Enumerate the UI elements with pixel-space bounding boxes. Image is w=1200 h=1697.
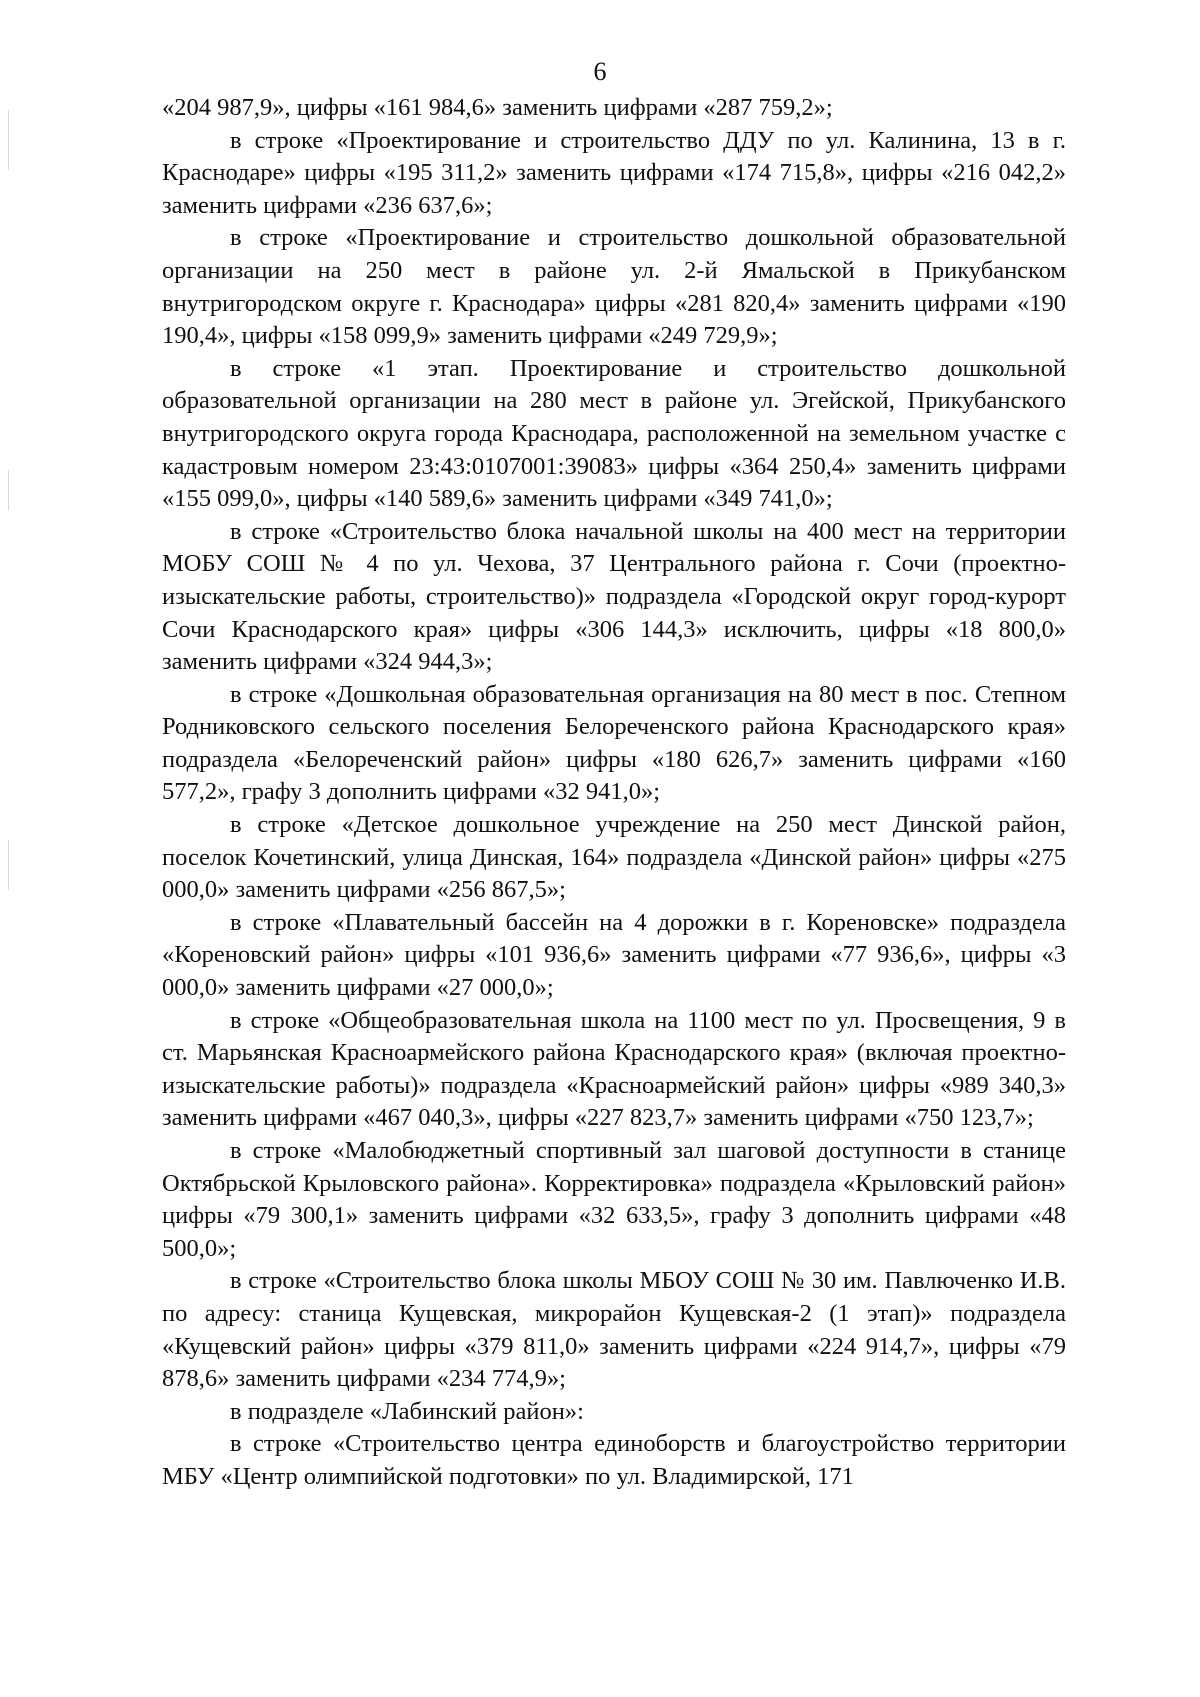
scan-edge-mark [8,470,9,510]
page-number: 6 [593,57,607,86]
paragraph: в строке «Малобюджетный спортивный зал шаговой доступности в станице Октябрьской Крыловского района». Корректировка» подраздела «Крыловский район» цифры «79 300,1» заменить цифрами «32 633,5», графу 3 дополнить цифрами «48 500,0»; [162,1137,1066,1262]
document-body [162,92,1066,1494]
paragraph: в строке «Плавательный бассейн на 4 дорожки в г. Кореновске» подраздела «Кореновский район» цифры «101 936,6» заменить цифрами «77 936,6», цифры «3 000,0» заменить цифрами «27 000,0»; [162,908,1066,1002]
paragraph: в строке «Проектирование и строительство дошкольной образовательной организации на 250 мест в районе ул. 2-й Ямальской в Прикубанском внутригородском округе г. Краснодара» цифры «281 820,4» заменить цифрами «190 190,4», цифры «158 099,9» заменить цифрами «249 729,9»; [162,224,1066,350]
paragraph: в строке «Строительство блока начальной школы на 400 мест на территории МОБУ СОШ № 4 по ул. Чехова, 37 Центрального района г. Сочи (проектно-изыскательские работы, строительство)» подраздела «Городской округ город-курорт Сочи Краснодарского края» цифры «306 144,3» исключить, цифры «18 800,0» заменить цифрами «324 944,3»; [162,517,1066,676]
paragraph: в подразделе «Лабинский район»: [230,1397,584,1425]
scan-edge-mark [8,110,9,170]
paragraph: в строке «1 этап. Проектирование и строительство дошкольной образовательной организации на 280 мест в районе ул. Эгейской, Прикубанского внутригородского округа города Краснодара, расположенной на земельном участке с кадастровым номером 23:43:0107001:39083» цифры «364 250,4» заменить цифрами «155 099,0», цифры «140 589,6» заменить цифрами «349 741,0»; [162,354,1066,513]
paragraph: в строке «Проектирование и строительство ДДУ по ул. Калинина, 13 в г. Краснодаре» цифры «195 311,2» заменить цифрами «174 715,8», цифры «216 042,2» заменить цифрами «236 637,6»; [162,126,1066,219]
paragraph: в строке «Строительство центра единоборств и благоустройство территории МБУ «Центр олимпийской подготовки» по ул. Владимирской, 171 [162,1430,1066,1490]
paragraph: в строке «Общеобразовательная школа на 1100 мест по ул. Просвещения, 9 в ст. Марьянская Красноармейского района Краснодарского края» (включая проектно-изыскательские работы)» подраздела «Красноармейский район» цифры «989 340,3» заменить цифрами «467 040,3», цифры «227 823,7» заменить цифрами «750 123,7»; [162,1006,1066,1132]
paragraph: «204 987,9», цифры «161 984,6» заменить цифрами «287 759,2»; [162,94,833,121]
paragraph: в строке «Дошкольная образовательная организация на 80 мест в пос. Степном Родниковского сельского поселения Белореченского района Краснодарского края» подраздела «Белореченский район» цифры «180 626,7» заменить цифрами «160 577,2», графу 3 дополнить цифрами «32 941,0»; [162,680,1066,806]
scan-edge-mark [8,840,9,890]
paragraph: в строке «Строительство блока школы МБОУ СОШ № 30 им. Павлюченко И.В. по адресу: станица Кущевская, микрорайон Кущевская-2 (1 этап)» подраздела «Кущевский район» цифры «379 811,0» заменить цифрами «224 914,7», цифры «79 878,6» заменить цифрами «234 774,9»; [162,1267,1066,1393]
paragraph: в строке «Детское дошкольное учреждение на 250 мест Динской район, поселок Кочетинский, улица Динская, 164» подраздела «Динской район» цифры «275 000,0» заменить цифрами «256 867,5»; [162,811,1066,904]
